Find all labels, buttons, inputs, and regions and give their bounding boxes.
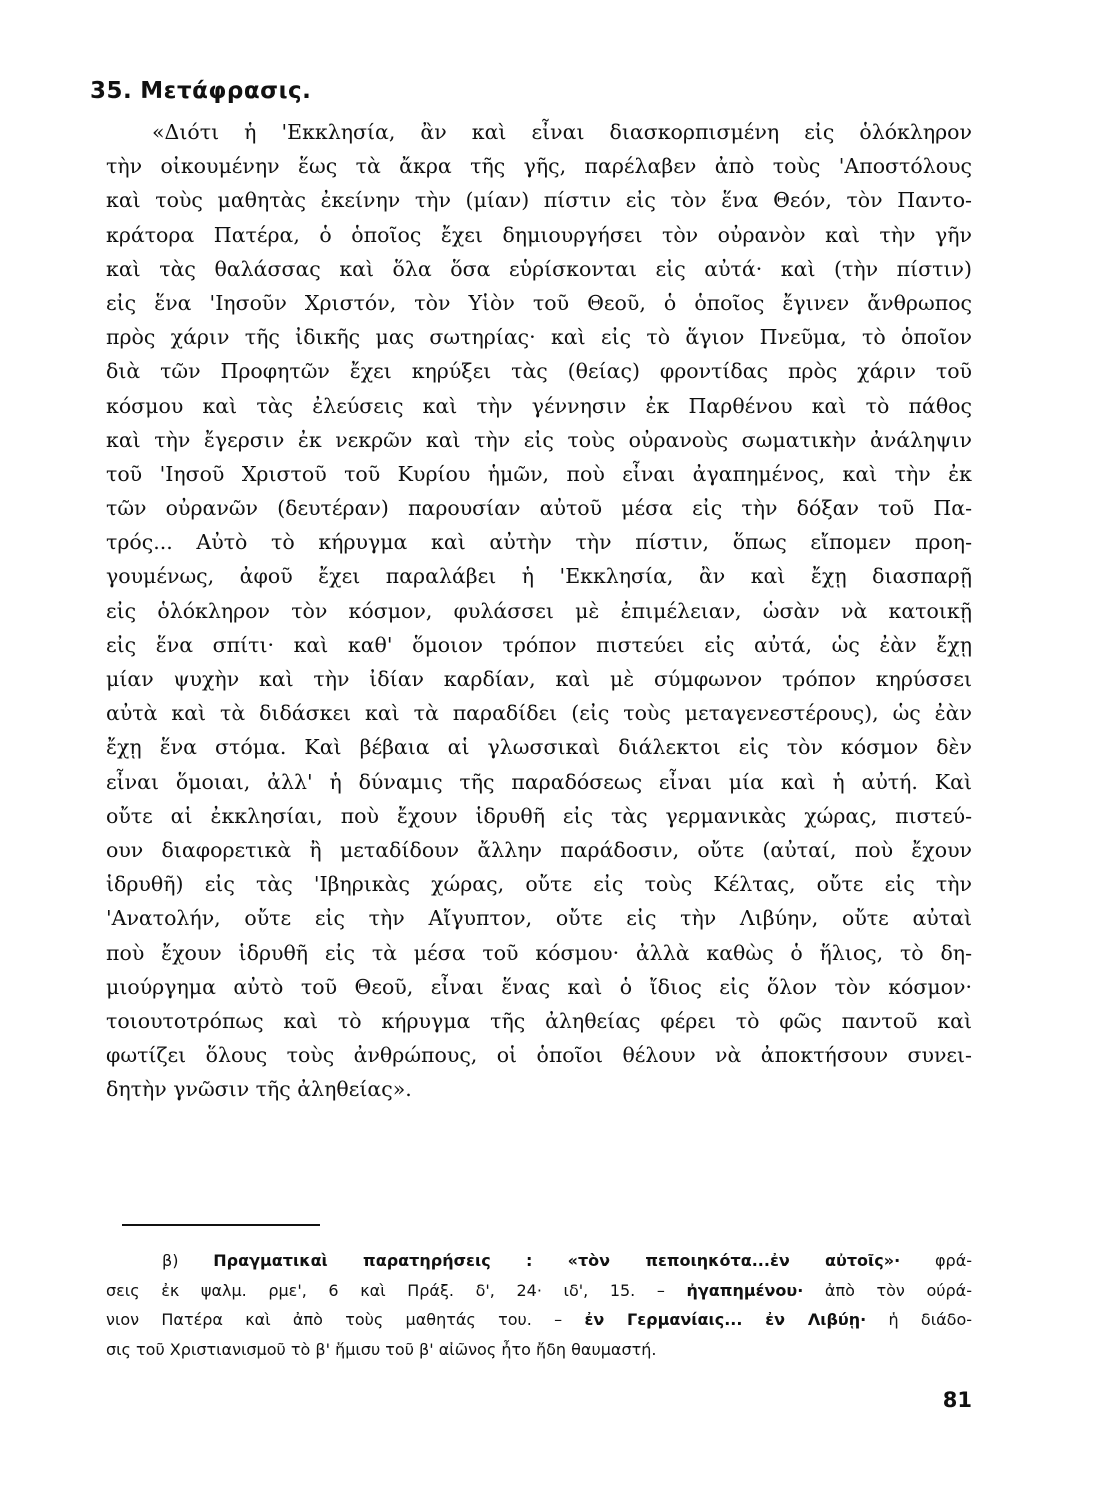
footnote-text: φρά-	[934, 1251, 972, 1270]
body-line: ποὺ ἔχουν ἱδρυθῆ εἰς τὰ μέσα τοῦ κόσμου· ἀλλὰ καθὼς ὁ ἥλιος, τὸ δη-	[106, 940, 972, 965]
footnote-separator	[122, 1224, 320, 1226]
body-line: τῶν οὐρανῶν (δευτέραν) παρουσίαν αὐτοῦ μέσα εἰς τὴν δόξαν τοῦ Πα-	[106, 496, 972, 521]
body-line: γουμένως, ἀφοῦ ἔχει παραλάβει ἡ 'Εκκλησία, ἂν καὶ ἔχῃ διασπαρῇ	[106, 564, 972, 589]
body-line: τρός... Αὐτὸ τὸ κήρυγμα καὶ αὐτὴν τὴν πίστιν, ὅπως εἴπομεν προη-	[106, 530, 972, 555]
body-line: τὴν οἰκουμένην ἕως τὰ ἄκρα τῆς γῆς, παρέλαβεν ἀπὸ τοὺς 'Αποστόλους	[106, 154, 972, 179]
body-line: ἔχῃ ἕνα στόμα. Καὶ βέβαια αἱ γλωσσικαὶ διάλεκτοι εἰς τὸν κόσμον δὲν	[106, 735, 972, 760]
body-line: δητὴν γνῶσιν τῆς ἀληθείας».	[106, 1077, 412, 1102]
body-line: εἰς ὁλόκληρον τὸν κόσμον, φυλάσσει μὲ ἐπιμέλειαν, ὡσὰν νὰ κατοικῇ	[106, 598, 972, 623]
body-line: κόσμου καὶ τὰς ἐλεύσεις καὶ τὴν γέννησιν ἐκ Παρθένου καὶ τὸ πάθος	[106, 393, 972, 418]
footnote-text: ἀπὸ τὸν ούρά-	[824, 1280, 972, 1300]
body-line: εἰς ἕνα 'Ιησοῦν Χριστόν, τὸν Υἱὸν τοῦ Θεοῦ, ὁ ὁποῖος ἔγινεν ἄνθρωπος	[106, 290, 972, 315]
body-line: 'Ανατολήν, οὔτε εἰς τὴν Αἴγυπτον, οὔτε εἰς τὴν Λιβύην, οὔτε αὐταὶ	[106, 906, 972, 931]
footnote-text: σεις ἐκ ψαλμ. ρμε', 6 καὶ Πράξ. δ', 24· ιδ', 15. –	[106, 1280, 665, 1300]
footnote-bold-phrase: Πραγματικαὶ παρατηρήσεις : «τὸν πεποιηκότα...ἐν αὐτοῖς»·	[213, 1251, 901, 1270]
body-line: καὶ τὰς θαλάσσας καὶ ὅλα ὅσα εὑρίσκονται εἰς αὐτά· καὶ (τὴν πίστιν)	[106, 256, 972, 281]
body-line: καὶ τοὺς μαθητὰς ἐκείνην τὴν (μίαν) πίστιν εἰς τὸν ἕνα Θεόν, τὸν Παντο-	[106, 188, 972, 213]
footnote-text: νιον Πατέρα καὶ ἀπὸ τοὺς μαθητάς του. –	[106, 1310, 563, 1329]
body-line: τοῦ 'Ιησοῦ Χριστοῦ τοῦ Κυρίου ἡμῶν, ποὺ εἶναι ἀγαπημένος, καὶ τὴν ἐκ	[106, 461, 972, 486]
section-title: Μετάφρασις.	[140, 78, 312, 104]
body-line: διὰ τῶν Προφητῶν ἔχει κηρύξει τὰς (θείας) φροντίδας πρὸς χάριν τοῦ	[106, 359, 972, 384]
body-line: εἰς ἕνα σπίτι· καὶ καθ' ὅμοιον τρόπον πιστεύει εἰς αὐτά, ὡς ἐὰν ἔχῃ	[106, 632, 972, 657]
footnote-bold-phrase: ἐν Γερμανίαις... ἐν Λιβύῃ·	[584, 1310, 867, 1329]
footnote	[106, 1246, 972, 1364]
footnote-line	[106, 1276, 972, 1306]
body-line: τοιουτοτρόπως καὶ τὸ κήρυγμα τῆς ἀληθείας φέρει τὸ φῶς παντοῦ καὶ	[106, 1008, 972, 1033]
section-heading	[90, 78, 311, 104]
section-number: 35.	[90, 78, 133, 104]
footnote-text: ἡ διάδο-	[888, 1310, 972, 1329]
footnote-line	[106, 1305, 972, 1335]
body-line: μίαν ψυχὴν καὶ τὴν ἰδίαν καρδίαν, καὶ μὲ σύμφωνον τρόπον κηρύσσει	[106, 667, 972, 691]
body-line: αὐτὰ καὶ τὰ διδάσκει καὶ τὰ παραδίδει (εἰς τοὺς μεταγενεστέρους), ὡς ἐὰν	[106, 701, 972, 726]
body-line: κράτορα Πατέρα, ὁ ὁποῖος ἔχει δημιουργήσει τὸν οὐρανὸν καὶ τὴν γῆν	[106, 222, 972, 247]
body-line: ἱδρυθῆ) εἰς τὰς 'Ιβηρικὰς χώρας, οὔτε εἰς τοὺς Κέλτας, οὔτε εἰς τὴν	[106, 872, 972, 897]
main-paragraph	[106, 115, 972, 1106]
body-line: πρὸς χάριν τῆς ἰδικῆς μας σωτηρίας· καὶ εἰς τὸ ἅγιον Πνεῦμα, τὸ ὁποῖον	[106, 325, 972, 350]
body-line: οὔτε αἱ ἐκκλησίαι, ποὺ ἔχουν ἱδρυθῆ εἰς τὰς γερμανικὰς χώρας, πιστεύ-	[106, 803, 972, 828]
body-line: ουν διαφορετικὰ ἢ μεταδίδουν ἄλλην παράδοσιν, οὔτε (αὐταί, ποὺ ἔχουν	[106, 837, 972, 862]
footnote-line	[106, 1335, 972, 1365]
footnote-line	[106, 1246, 972, 1276]
page-number: 81	[942, 1388, 972, 1412]
footnote-bold-phrase: ἠγαπημένου·	[686, 1280, 804, 1300]
body-line: φωτίζει ὅλους τοὺς ἀνθρώπους, οἱ ὁποῖοι θέλουν νὰ ἀποκτήσουν συνει-	[106, 1043, 972, 1068]
body-line: «Διότι ἡ 'Εκκλησία, ἂν καὶ εἶναι διασκορπισμένη εἰς ὁλόκληρον	[152, 120, 972, 144]
body-line: καὶ τὴν ἔγερσιν ἐκ νεκρῶν καὶ τὴν εἰς τοὺς οὐρανοὺς σωματικὴν ἀνάληψιν	[106, 427, 972, 452]
body-line: εἶναι ὅμοιαι, ἀλλ' ἡ δύναμις τῆς παραδόσεως εἶναι μία καὶ ἡ αὐτή. Καὶ	[106, 769, 972, 794]
footnote-marker: β)	[162, 1251, 179, 1270]
body-line: μιούργημα αὐτὸ τοῦ Θεοῦ, εἶναι ἕνας καὶ ὁ ἴδιος εἰς ὅλον τὸν κόσμον·	[106, 974, 972, 999]
footnote-text: σις τοῦ Χριστιανισμοῦ τὸ β' ἥμισυ τοῦ β' αἰῶνος ἦτο ἤδη θαυμαστή.	[106, 1339, 657, 1359]
